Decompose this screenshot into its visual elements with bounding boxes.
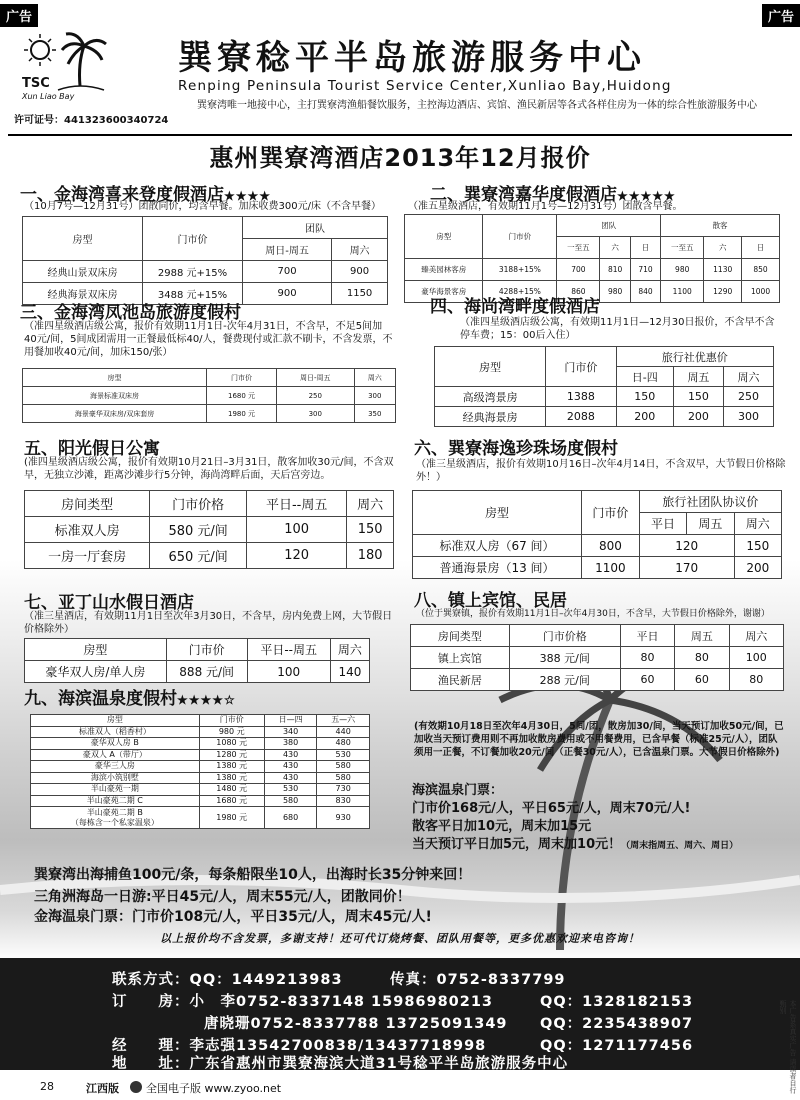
section-7-title: 七、亚丁山水假日酒店 bbox=[24, 593, 194, 613]
section-7-table bbox=[24, 638, 370, 683]
table-header: 日 bbox=[742, 237, 780, 259]
table-cell: 200 bbox=[673, 407, 723, 427]
table-cell: 1100 bbox=[661, 281, 704, 303]
table-cell: 经典海景房 bbox=[435, 407, 546, 427]
table-cell: 1480 元 bbox=[199, 784, 264, 796]
table-cell: 80 bbox=[675, 647, 729, 669]
table-cell: 180 bbox=[347, 543, 394, 569]
table-header: 平日 bbox=[639, 513, 686, 535]
table-cell: 4288+15% bbox=[483, 281, 557, 303]
section-7-note: （准三星酒店，有效期11月1日至次年3月30日，不含早，房内免费上网，大节假日价格除外） bbox=[24, 611, 393, 635]
booking-contact-2[interactable]: 唐晓珊0752-8337788 13725091349 bbox=[204, 1016, 508, 1032]
table-cell: 100 bbox=[247, 517, 347, 543]
table-cell: 150 bbox=[347, 517, 394, 543]
table-cell: 170 bbox=[639, 557, 734, 579]
table-row bbox=[25, 517, 394, 543]
table-cell: 830 bbox=[317, 795, 370, 807]
table-header: 周六 bbox=[723, 367, 773, 387]
disclaimer: 以上报价均不含发票，多谢支持！还可代订烧烤餐、团队用餐等，更多优惠欢迎来电咨询！ bbox=[160, 932, 640, 945]
table-header: 周六 bbox=[347, 491, 394, 517]
table-cell: 530 bbox=[317, 749, 370, 761]
table-cell: 650 元/间 bbox=[150, 543, 247, 569]
table-cell: 1130 bbox=[704, 259, 742, 281]
table-header: 日 bbox=[630, 237, 660, 259]
publisher-icon bbox=[130, 1081, 142, 1093]
table-row bbox=[23, 387, 396, 405]
hot-spring-offer: 金海温泉门票：门市价108元/人，平日35元/人，周末45元/人! bbox=[34, 909, 432, 925]
edition-label: 江西版 bbox=[86, 1082, 119, 1095]
table-header: 平日--周五 bbox=[247, 639, 330, 661]
table-cell: 810 bbox=[600, 259, 630, 281]
table-cell: 800 bbox=[582, 535, 640, 557]
spring-ticket-note: （周末指周五、周六、周日） bbox=[621, 841, 739, 851]
table-cell: 1680 元 bbox=[199, 795, 264, 807]
table-cell: 250 bbox=[723, 387, 773, 407]
spring-ticket-line-2: 散客平日加10元，周末加15元 bbox=[412, 819, 592, 834]
section-5-note: (准四星级酒店级公寓，报价有效期10月21日–3月31日，散客加收30元/间，不含双早，无独立沙滩，距离沙滩步行5分钟，海尚湾畔后面，天后宫旁边。 bbox=[24, 457, 394, 481]
table-row bbox=[23, 405, 396, 423]
table-row bbox=[413, 557, 782, 579]
section-9-stars: ★★★★☆ bbox=[177, 693, 236, 707]
manager-contact[interactable]: 李志强13542700838/13437718998 bbox=[189, 1038, 487, 1054]
table-header: 房型 bbox=[405, 215, 483, 259]
section-2-note: （准五星级酒店，有效期11月1号—12月31号）团散含早餐。 bbox=[408, 201, 683, 212]
spring-ticket-block bbox=[412, 782, 738, 855]
table-cell: 1388 bbox=[546, 387, 616, 407]
table-cell: 1380 元 bbox=[199, 761, 264, 773]
table-cell: 臻美园林客房 bbox=[405, 259, 483, 281]
table-header: 门市价 bbox=[166, 639, 247, 661]
table-cell: 60 bbox=[675, 669, 729, 691]
section-5-title: 五、阳光假日公寓 bbox=[24, 439, 160, 459]
table-cell: 430 bbox=[264, 772, 317, 784]
table-cell: 340 bbox=[264, 726, 317, 738]
table-cell: 480 bbox=[317, 738, 370, 750]
table-cell: 经典海景双床房 bbox=[23, 283, 143, 305]
table-row bbox=[411, 669, 784, 691]
center-title-en: Renping Peninsula Tourist Service Center,Xunliao Bay,Huidong bbox=[178, 78, 672, 94]
table-cell: 100 bbox=[729, 647, 783, 669]
fax-label: 传真： bbox=[390, 972, 437, 988]
table-row bbox=[31, 749, 370, 761]
table-header: 六 bbox=[704, 237, 742, 259]
table-header: 平日--周五 bbox=[247, 491, 347, 517]
table-cell: 渔民新居 bbox=[411, 669, 510, 691]
table-cell: 1000 bbox=[742, 281, 780, 303]
table-row bbox=[31, 807, 370, 829]
table-cell: 300 bbox=[354, 387, 395, 405]
table-cell: 120 bbox=[247, 543, 347, 569]
table-header: 平日 bbox=[620, 625, 674, 647]
table-cell: 1080 元 bbox=[199, 738, 264, 750]
table-header: 房间类型 bbox=[25, 491, 150, 517]
table-cell: 860 bbox=[557, 281, 600, 303]
ad-tag-left: 广告 bbox=[0, 4, 38, 27]
table-cell: 80 bbox=[620, 647, 674, 669]
table-header: 门市价 bbox=[143, 217, 243, 261]
section-6-table bbox=[412, 490, 782, 579]
spring-ticket-line-1: 门市价168元/人，平日65元/人，周末70元/人! bbox=[412, 801, 691, 816]
table-header: 门市价 bbox=[207, 369, 277, 387]
island-tour-offer: 三角洲海岛一日游:平日45元/人，周末55元/人，团散同价！ bbox=[34, 889, 411, 905]
table-cell: 1290 bbox=[704, 281, 742, 303]
manager-label: 经 理： bbox=[112, 1038, 190, 1054]
table-row bbox=[31, 726, 370, 738]
table-cell: 440 bbox=[317, 726, 370, 738]
table-cell: 388 元/间 bbox=[509, 647, 620, 669]
spring-ticket-label: 海滨温泉门票： bbox=[412, 783, 504, 798]
table-cell: 150 bbox=[673, 387, 723, 407]
table-row bbox=[31, 795, 370, 807]
table-cell: 普通海景房（13 间） bbox=[413, 557, 582, 579]
table-row bbox=[25, 661, 370, 683]
website-link[interactable]: 全国电子版 www.zyoo.net bbox=[146, 1082, 282, 1095]
section-9-title bbox=[24, 684, 236, 709]
fishing-offer: 巽寮湾出海捕鱼100元/条，每条船限坐10人，出海时长35分钟来回！ bbox=[34, 867, 472, 883]
license-number: 许可证号：441323600340724 bbox=[14, 115, 169, 126]
table-cell: 980 bbox=[600, 281, 630, 303]
spring-ticket-line-3: 当天预订平日加5元，周末加10元！ bbox=[412, 837, 622, 852]
table-row bbox=[31, 784, 370, 796]
logo-subtext: Xun Liao Bay bbox=[22, 92, 75, 101]
section-1-table bbox=[22, 216, 388, 305]
section-6-note: （准三星级酒店，报价有效期10月16日–次年4月14日，不含双早，大节假日价格除外！） bbox=[416, 459, 786, 483]
table-cell: 350 bbox=[354, 405, 395, 423]
table-cell: 2088 bbox=[546, 407, 616, 427]
table-cell: 60 bbox=[620, 669, 674, 691]
table-header: 周五 bbox=[687, 513, 734, 535]
promo-note: (有效期10月18日至次年4月30日，5间/团，散房加30/间，当天预订加收50元/间，已加收当天预订费用则不再加收散房费用或不用餐费用，已含早餐（标准25元/人），团队须用一正餐，不订餐加收20元/间（正餐30元/人），已含温泉门票。大节假日价格除外) bbox=[414, 721, 784, 758]
table-cell: 288 元/间 bbox=[509, 669, 620, 691]
table-header: 周五 bbox=[673, 367, 723, 387]
table-row bbox=[25, 543, 394, 569]
table-cell: 1980 元 bbox=[207, 405, 277, 423]
table-header: 周六 bbox=[332, 239, 388, 261]
table-cell: 430 bbox=[264, 749, 317, 761]
table-header: 周六 bbox=[734, 513, 781, 535]
table-cell: 200 bbox=[734, 557, 781, 579]
table-cell: 580 bbox=[317, 761, 370, 773]
table-header: 团队 bbox=[243, 217, 388, 239]
table-cell: 豪华三人房 bbox=[31, 761, 200, 773]
table-header: 门市价 bbox=[582, 491, 640, 535]
table-cell: 标准双人房（67 间） bbox=[413, 535, 582, 557]
table-header: 房间类型 bbox=[411, 625, 510, 647]
table-header: 五—六 bbox=[317, 715, 370, 727]
section-1-name: 一、金海湾喜来登度假酒店 bbox=[20, 185, 224, 205]
table-cell: 580 元/间 bbox=[150, 517, 247, 543]
table-cell: 标准双人房 bbox=[25, 517, 150, 543]
table-cell: 930 bbox=[317, 807, 370, 829]
table-header: 房型 bbox=[25, 639, 167, 661]
table-cell: 豪华双人房/单人房 bbox=[25, 661, 167, 683]
section-4-table bbox=[434, 346, 774, 427]
table-row bbox=[31, 738, 370, 750]
table-cell: 150 bbox=[616, 387, 673, 407]
table-cell: 900 bbox=[243, 283, 332, 305]
table-cell: 80 bbox=[729, 669, 783, 691]
logo bbox=[18, 28, 108, 106]
table-cell: 250 bbox=[277, 387, 355, 405]
table-header: 房型 bbox=[413, 491, 582, 535]
table-row bbox=[435, 407, 774, 427]
table-row bbox=[31, 761, 370, 773]
table-header: 周六 bbox=[354, 369, 395, 387]
section-6-title: 六、巽寮海逸珍珠场度假村 bbox=[414, 439, 618, 459]
table-cell: 580 bbox=[317, 772, 370, 784]
table-cell: 镇上宾馆 bbox=[411, 647, 510, 669]
table-cell: 150 bbox=[734, 535, 781, 557]
table-cell: 530 bbox=[264, 784, 317, 796]
section-3-note: （准四星级酒店级公寓，报价有效期11月1日-次年4月31日，不含早，不足5间加40元/间，5间成团需用一正餐最低标40/人，餐费现付或汇款不刷卡，不含发票，不用餐加收40元/间，加床150/张） bbox=[24, 321, 393, 358]
table-row bbox=[413, 535, 782, 557]
logo-text: TSC bbox=[22, 76, 50, 91]
booking-qq-2[interactable]: QQ：2235438907 bbox=[540, 1016, 694, 1032]
address-label: 地 址： bbox=[112, 1056, 190, 1072]
table-header: 周日-周五 bbox=[243, 239, 332, 261]
room-subnote: （每栋含一个私家温泉） bbox=[70, 817, 159, 827]
table-cell: 850 bbox=[742, 259, 780, 281]
table-cell: 海景豪华双床房/双床套房 bbox=[23, 405, 207, 423]
table-header: 门市价 bbox=[546, 347, 616, 387]
table-header: 一至五 bbox=[557, 237, 600, 259]
page-number: 28 bbox=[40, 1080, 54, 1093]
section-8-table bbox=[410, 624, 784, 691]
table-cell: 840 bbox=[630, 281, 660, 303]
section-3-title: 三、金海湾凤池岛旅游度假村 bbox=[20, 303, 241, 323]
section-8-title: 八、镇上宾馆、民居 bbox=[414, 591, 567, 611]
table-cell: 120 bbox=[639, 535, 734, 557]
table-cell: 300 bbox=[723, 407, 773, 427]
table-cell: 888 元/间 bbox=[166, 661, 247, 683]
table-cell: 豪华海景客房 bbox=[405, 281, 483, 303]
ad-tag-right: 广告 bbox=[762, 4, 800, 27]
table-header: 日—四 bbox=[264, 715, 317, 727]
table-header: 周五 bbox=[675, 625, 729, 647]
manager-qq[interactable]: QQ：1271177456 bbox=[540, 1038, 694, 1054]
table-row bbox=[411, 647, 784, 669]
table-cell: 900 bbox=[332, 261, 388, 283]
table-cell: 半山豪苑二期 C bbox=[31, 795, 200, 807]
table-header: 旅行社优惠价 bbox=[616, 347, 773, 367]
fax-number[interactable]: 0752-8337799 bbox=[436, 972, 566, 988]
table-cell: 1280 元 bbox=[199, 749, 264, 761]
table-header: 门市价 bbox=[199, 715, 264, 727]
table-cell: 380 bbox=[264, 738, 317, 750]
table-cell: 700 bbox=[557, 259, 600, 281]
center-description: 巽寮湾唯一地接中心，主打巽寮湾渔船餐饮服务，主控海边酒店、宾馆、渔民新居等各式各样住房为一体的综合性旅游服务中心 bbox=[197, 100, 757, 111]
table-header: 日-四 bbox=[616, 367, 673, 387]
section-8-note: （位于巽寮镇，报价有效期11月1日–次年4月30日，不含早，大节假日价格除外，谢谢） bbox=[416, 609, 770, 619]
table-header: 散客 bbox=[661, 215, 780, 237]
table-row bbox=[23, 261, 388, 283]
table-cell: 700 bbox=[243, 261, 332, 283]
table-cell: 3488 元+15% bbox=[143, 283, 243, 305]
table-header: 周六 bbox=[330, 639, 369, 661]
table-cell: 730 bbox=[317, 784, 370, 796]
table-cell: 710 bbox=[630, 259, 660, 281]
address-line bbox=[112, 1052, 568, 1073]
booking-contact-1[interactable]: 小 李0752-8337148 15986980213 bbox=[189, 994, 494, 1010]
table-cell: 680 bbox=[264, 807, 317, 829]
section-2-stars: ★★★★★ bbox=[617, 189, 676, 203]
table-header: 旅行社团队协议价 bbox=[639, 491, 781, 513]
table-cell bbox=[31, 807, 200, 829]
table-cell: 2988 元+15% bbox=[143, 261, 243, 283]
table-row bbox=[31, 772, 370, 784]
table-header: 房型 bbox=[23, 217, 143, 261]
section-9-name: 九、海滨温泉度假村 bbox=[24, 689, 177, 709]
section-4-note: （准四星级酒店级公寓，有效期11月1日—12月30日报价，不含早不含停车费；15：00后入住） bbox=[460, 317, 775, 341]
table-cell: 豪华双人房 B bbox=[31, 738, 200, 750]
table-cell: 140 bbox=[330, 661, 369, 683]
table-header: 团队 bbox=[557, 215, 661, 237]
side-disclaimer: 本广告系真实广告 请读者自行甄别 bbox=[779, 1000, 797, 1094]
table-header: 房型 bbox=[31, 715, 200, 727]
table-row bbox=[435, 387, 774, 407]
table-cell: 半山豪苑一期 bbox=[31, 784, 200, 796]
header-divider bbox=[8, 134, 792, 136]
booking-qq-1[interactable]: QQ：1328182153 bbox=[540, 994, 694, 1010]
main-title: 惠州巽寮湾酒店2013年12月报价 bbox=[209, 144, 591, 172]
room-type: 半山豪苑二期 B bbox=[86, 807, 143, 817]
table-cell: 100 bbox=[247, 661, 330, 683]
section-9-table bbox=[30, 714, 370, 829]
table-header: 门市价 bbox=[483, 215, 557, 259]
section-1-note: （10月7号—12月31号）团散同价，均含早餐。加床收费300元/床（不含早餐） bbox=[24, 201, 381, 212]
table-header: 门市价格 bbox=[150, 491, 247, 517]
section-4-title: 四、海尚湾畔度假酒店 bbox=[430, 297, 600, 317]
table-cell: 1680 元 bbox=[207, 387, 277, 405]
table-cell: 1150 bbox=[332, 283, 388, 305]
section-2-name: 二、巽寮湾嘉华度假酒店 bbox=[430, 185, 617, 205]
table-cell: 1980 元 bbox=[199, 807, 264, 829]
booking-label: 订 房： bbox=[112, 994, 190, 1010]
table-cell: 200 bbox=[616, 407, 673, 427]
center-title: 巽寮稔平半岛旅游服务中心 bbox=[178, 38, 646, 78]
table-header: 周六 bbox=[729, 625, 783, 647]
table-header: 房型 bbox=[23, 369, 207, 387]
table-cell: 980 元 bbox=[199, 726, 264, 738]
table-cell: 海滨小筑别墅 bbox=[31, 772, 200, 784]
table-cell: 3188+15% bbox=[483, 259, 557, 281]
table-cell: 高级湾景房 bbox=[435, 387, 546, 407]
contact-label: 联系方式： bbox=[112, 972, 190, 988]
section-5-table bbox=[24, 490, 394, 569]
table-cell: 430 bbox=[264, 761, 317, 773]
table-cell: 豪双人 A（带厅） bbox=[31, 749, 200, 761]
table-header: 一至五 bbox=[661, 237, 704, 259]
section-2-table bbox=[404, 214, 780, 303]
section-3-table bbox=[22, 368, 396, 423]
contact-qq[interactable]: QQ：1449213983 bbox=[189, 972, 343, 988]
table-cell: 1380 元 bbox=[199, 772, 264, 784]
table-cell: 580 bbox=[264, 795, 317, 807]
table-cell: 1100 bbox=[582, 557, 640, 579]
table-header: 六 bbox=[600, 237, 630, 259]
table-cell: 标准双人（稻香村） bbox=[31, 726, 200, 738]
table-header: 周日-周五 bbox=[277, 369, 355, 387]
table-cell: 海景标准双床房 bbox=[23, 387, 207, 405]
table-cell: 980 bbox=[661, 259, 704, 281]
table-cell: 经典山景双床房 bbox=[23, 261, 143, 283]
table-header: 门市价格 bbox=[509, 625, 620, 647]
table-row bbox=[405, 259, 780, 281]
table-cell: 300 bbox=[277, 405, 355, 423]
table-header: 房型 bbox=[435, 347, 546, 387]
section-1-stars: ★★★★ bbox=[224, 189, 272, 203]
address-text: 广东省惠州市巽寮海滨大道31号稔平半岛旅游服务中心 bbox=[189, 1056, 569, 1072]
table-cell: 一房一厅套房 bbox=[25, 543, 150, 569]
